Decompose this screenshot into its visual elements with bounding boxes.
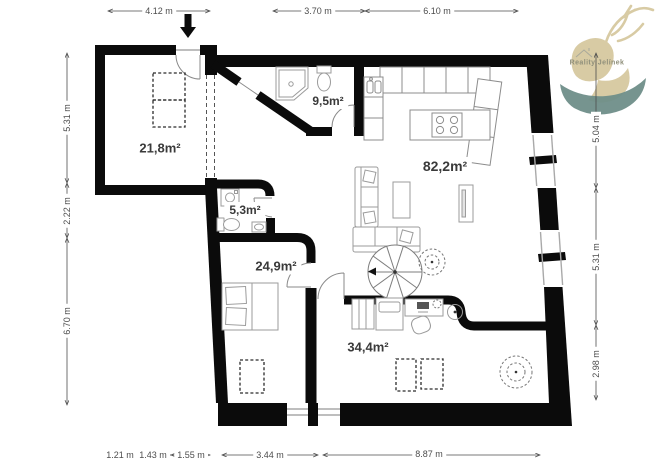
dim-label-bottom: 1.55 m — [174, 450, 208, 460]
plant-icon — [500, 356, 532, 388]
dim-label-right: 5.04 m — [591, 112, 601, 146]
dim-label-bottom: 1.43 m — [136, 450, 170, 460]
dim-label-top: 3.70 m — [301, 6, 335, 16]
dim-label-left: 6.70 m — [62, 304, 72, 338]
bedroom-2-door — [318, 273, 344, 299]
dim-label-bottom: 1.21 m — [103, 450, 137, 460]
dim-label-left: 5.31 m — [62, 101, 72, 135]
single-bed — [352, 298, 403, 330]
entrance-door — [176, 55, 200, 79]
desk — [405, 299, 443, 336]
bathroom-diagonal-door — [239, 82, 258, 95]
wardrobe-dashed — [153, 73, 185, 127]
sink-icon — [252, 222, 266, 232]
toilet-icon — [217, 218, 240, 231]
room-area-label: 34,4m² — [342, 339, 393, 356]
kitchen-island — [410, 110, 490, 140]
toilet-icon — [317, 66, 331, 91]
room-area-label: 24,9m² — [250, 258, 301, 275]
cooktop-icon — [432, 113, 462, 137]
room-area-label: 21,8m² — [134, 140, 185, 157]
dim-label-right: 5.31 m — [591, 240, 601, 274]
dim-label-right: 2.98 m — [591, 347, 601, 381]
logo-text: Reality Jelínek — [569, 59, 625, 67]
room-area-label: 5,3m² — [224, 202, 265, 218]
desk-chair — [410, 314, 432, 335]
kitchen-sink-icon — [367, 81, 373, 93]
room-area-label: 82,2m² — [418, 157, 472, 175]
plant-icon — [419, 249, 445, 275]
dim-label-bottom: 3.44 m — [253, 450, 287, 460]
tv-board — [459, 185, 473, 222]
coffee-table — [393, 182, 410, 218]
rug-dashed — [240, 360, 264, 393]
room-area-label: 9,5m² — [307, 93, 348, 109]
dim-label-left: 2.22 m — [62, 194, 72, 228]
rug-dashed — [421, 359, 443, 389]
deer-antlers-icon — [606, 6, 653, 42]
wall-opening-dashed — [207, 75, 215, 180]
spiral-stair — [368, 245, 422, 299]
double-bed — [222, 283, 278, 330]
entrance-arrow-icon — [180, 14, 196, 38]
dim-label-bottom: 8.87 m — [412, 449, 446, 459]
shower-icon — [276, 67, 308, 100]
dim-label-top: 6.10 m — [420, 6, 454, 16]
rug-dashed — [396, 359, 416, 391]
monitor-icon — [417, 302, 429, 309]
dim-label-top: 4.12 m — [142, 6, 176, 16]
